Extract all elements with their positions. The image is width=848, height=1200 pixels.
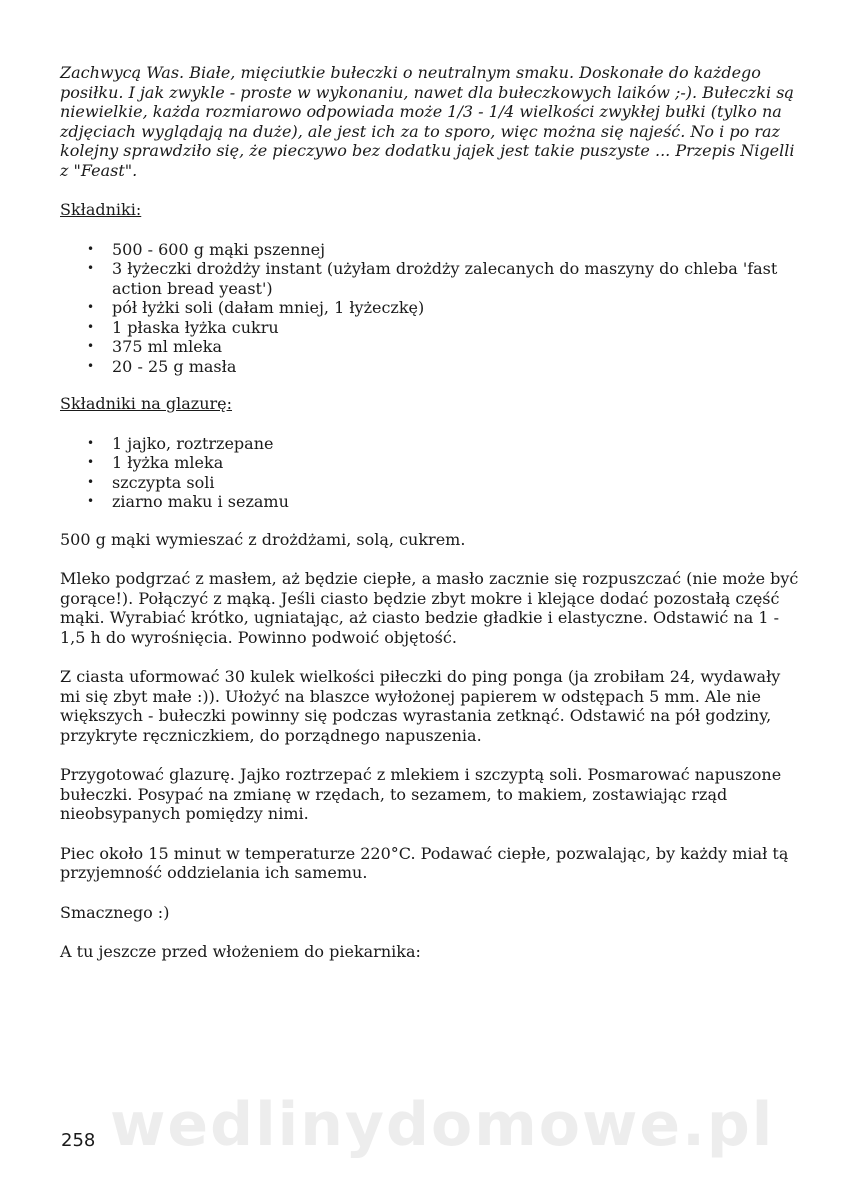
page-number: 258 bbox=[61, 1130, 96, 1151]
step-paragraph: Piec około 15 minut w temperaturze 220°C. Podawać ciepłe, pozwalając, by każdy miał tą przyjemność oddzielania ich samemu. bbox=[60, 843, 789, 882]
intro-paragraph: Zachwycą Was. Białe, mięciutkie bułeczki o neutralnym smaku. Doskonałe do każdego posiłku. I jak zwykle - proste w wykonaniu, nawet dla bułeczkowych laików ;-). Bułeczki są niewielkie, każda rozmiarowo odpowiada może 1/3 - 1/4 wielkości zwykłej bułki (tylko na zdjęciach wyglądają na duże), ale jest ich za to sporo, więc można się najeść. No i po raz kolejny sprawdziło się, że pieczywo bez dodatku jajek jest takie puszyste ... Przepis Nigelli z "Feast". bbox=[60, 63, 795, 180]
closing-text: A tu jeszcze przed włożeniem do piekarnika: bbox=[60, 942, 421, 961]
ingredients-list bbox=[60, 240, 800, 377]
list-item: • 1 płaska łyżka cukru bbox=[112, 318, 800, 338]
glaze-list bbox=[60, 434, 800, 512]
list-item: • 1 łyżka mleka bbox=[112, 453, 800, 473]
list-item: • 500 - 600 g mąki pszennej bbox=[112, 240, 800, 260]
glaze-heading: Składniki na glazurę: bbox=[60, 394, 233, 413]
step-paragraph: Przygotować glazurę. Jajko roztrzepać z mlekiem i szczyptą soli. Posmarować napuszone bułeczki. Posypać na zmianę w rzędach, to sezamem, to makiem, zostawiając rząd nieobsypanych pomiędzy nimi. bbox=[60, 765, 782, 823]
step-paragraph: Z ciasta uformować 30 kulek wielkości piłeczki do ping ponga (ja zrobiłam 24, wydawały mi się zbyt małe :)). Ułożyć na blaszce wyłożonej papierem w odstępach 5 mm. Ale nie większych - bułeczki powinny się podczas wyrastania zetknąć. Odstawić na pół godziny, przykryte ręczniczkiem, do porządnego napuszenia. bbox=[60, 667, 781, 745]
list-item: • szczypta soli bbox=[112, 473, 800, 493]
list-item: • 375 ml mleka bbox=[112, 337, 800, 357]
recipe-page bbox=[60, 63, 800, 982]
watermark: wedlinydomowe.pl bbox=[110, 1090, 775, 1160]
list-item: • pół łyżki soli (dałam mniej, 1 łyżeczkę) bbox=[112, 298, 800, 318]
step-paragraph: Mleko podgrzać z masłem, aż będzie ciepłe, a masło zacznie się rozpuszczać (nie może być gorące!). Połączyć z mąką. Jeśli ciasto będzie zbyt mokre i klejące dodać pozostałą część mąki. Wyrabiać krótko, ugniatając, aż ciasto bedzie gładkie i elastyczne. Odstawić na 1 - 1,5 h do wyrośnięcia. Powinno podwoić objętość. bbox=[60, 569, 799, 647]
list-item: • ziarno maku i sezamu bbox=[112, 492, 800, 512]
list-item: • 20 - 25 g masła bbox=[112, 357, 800, 377]
step-paragraph: 500 g mąki wymieszać z drożdżami, solą, cukrem. bbox=[60, 529, 466, 549]
closing-text: Smacznego :) bbox=[60, 902, 170, 922]
list-item: • 3 łyżeczki drożdży instant (użyłam drożdży zalecanych do maszyny do chleba 'fast action bread yeast') bbox=[112, 259, 800, 298]
ingredients-heading: Składniki: bbox=[60, 200, 142, 219]
list-item: • 1 jajko, roztrzepane bbox=[112, 434, 800, 454]
